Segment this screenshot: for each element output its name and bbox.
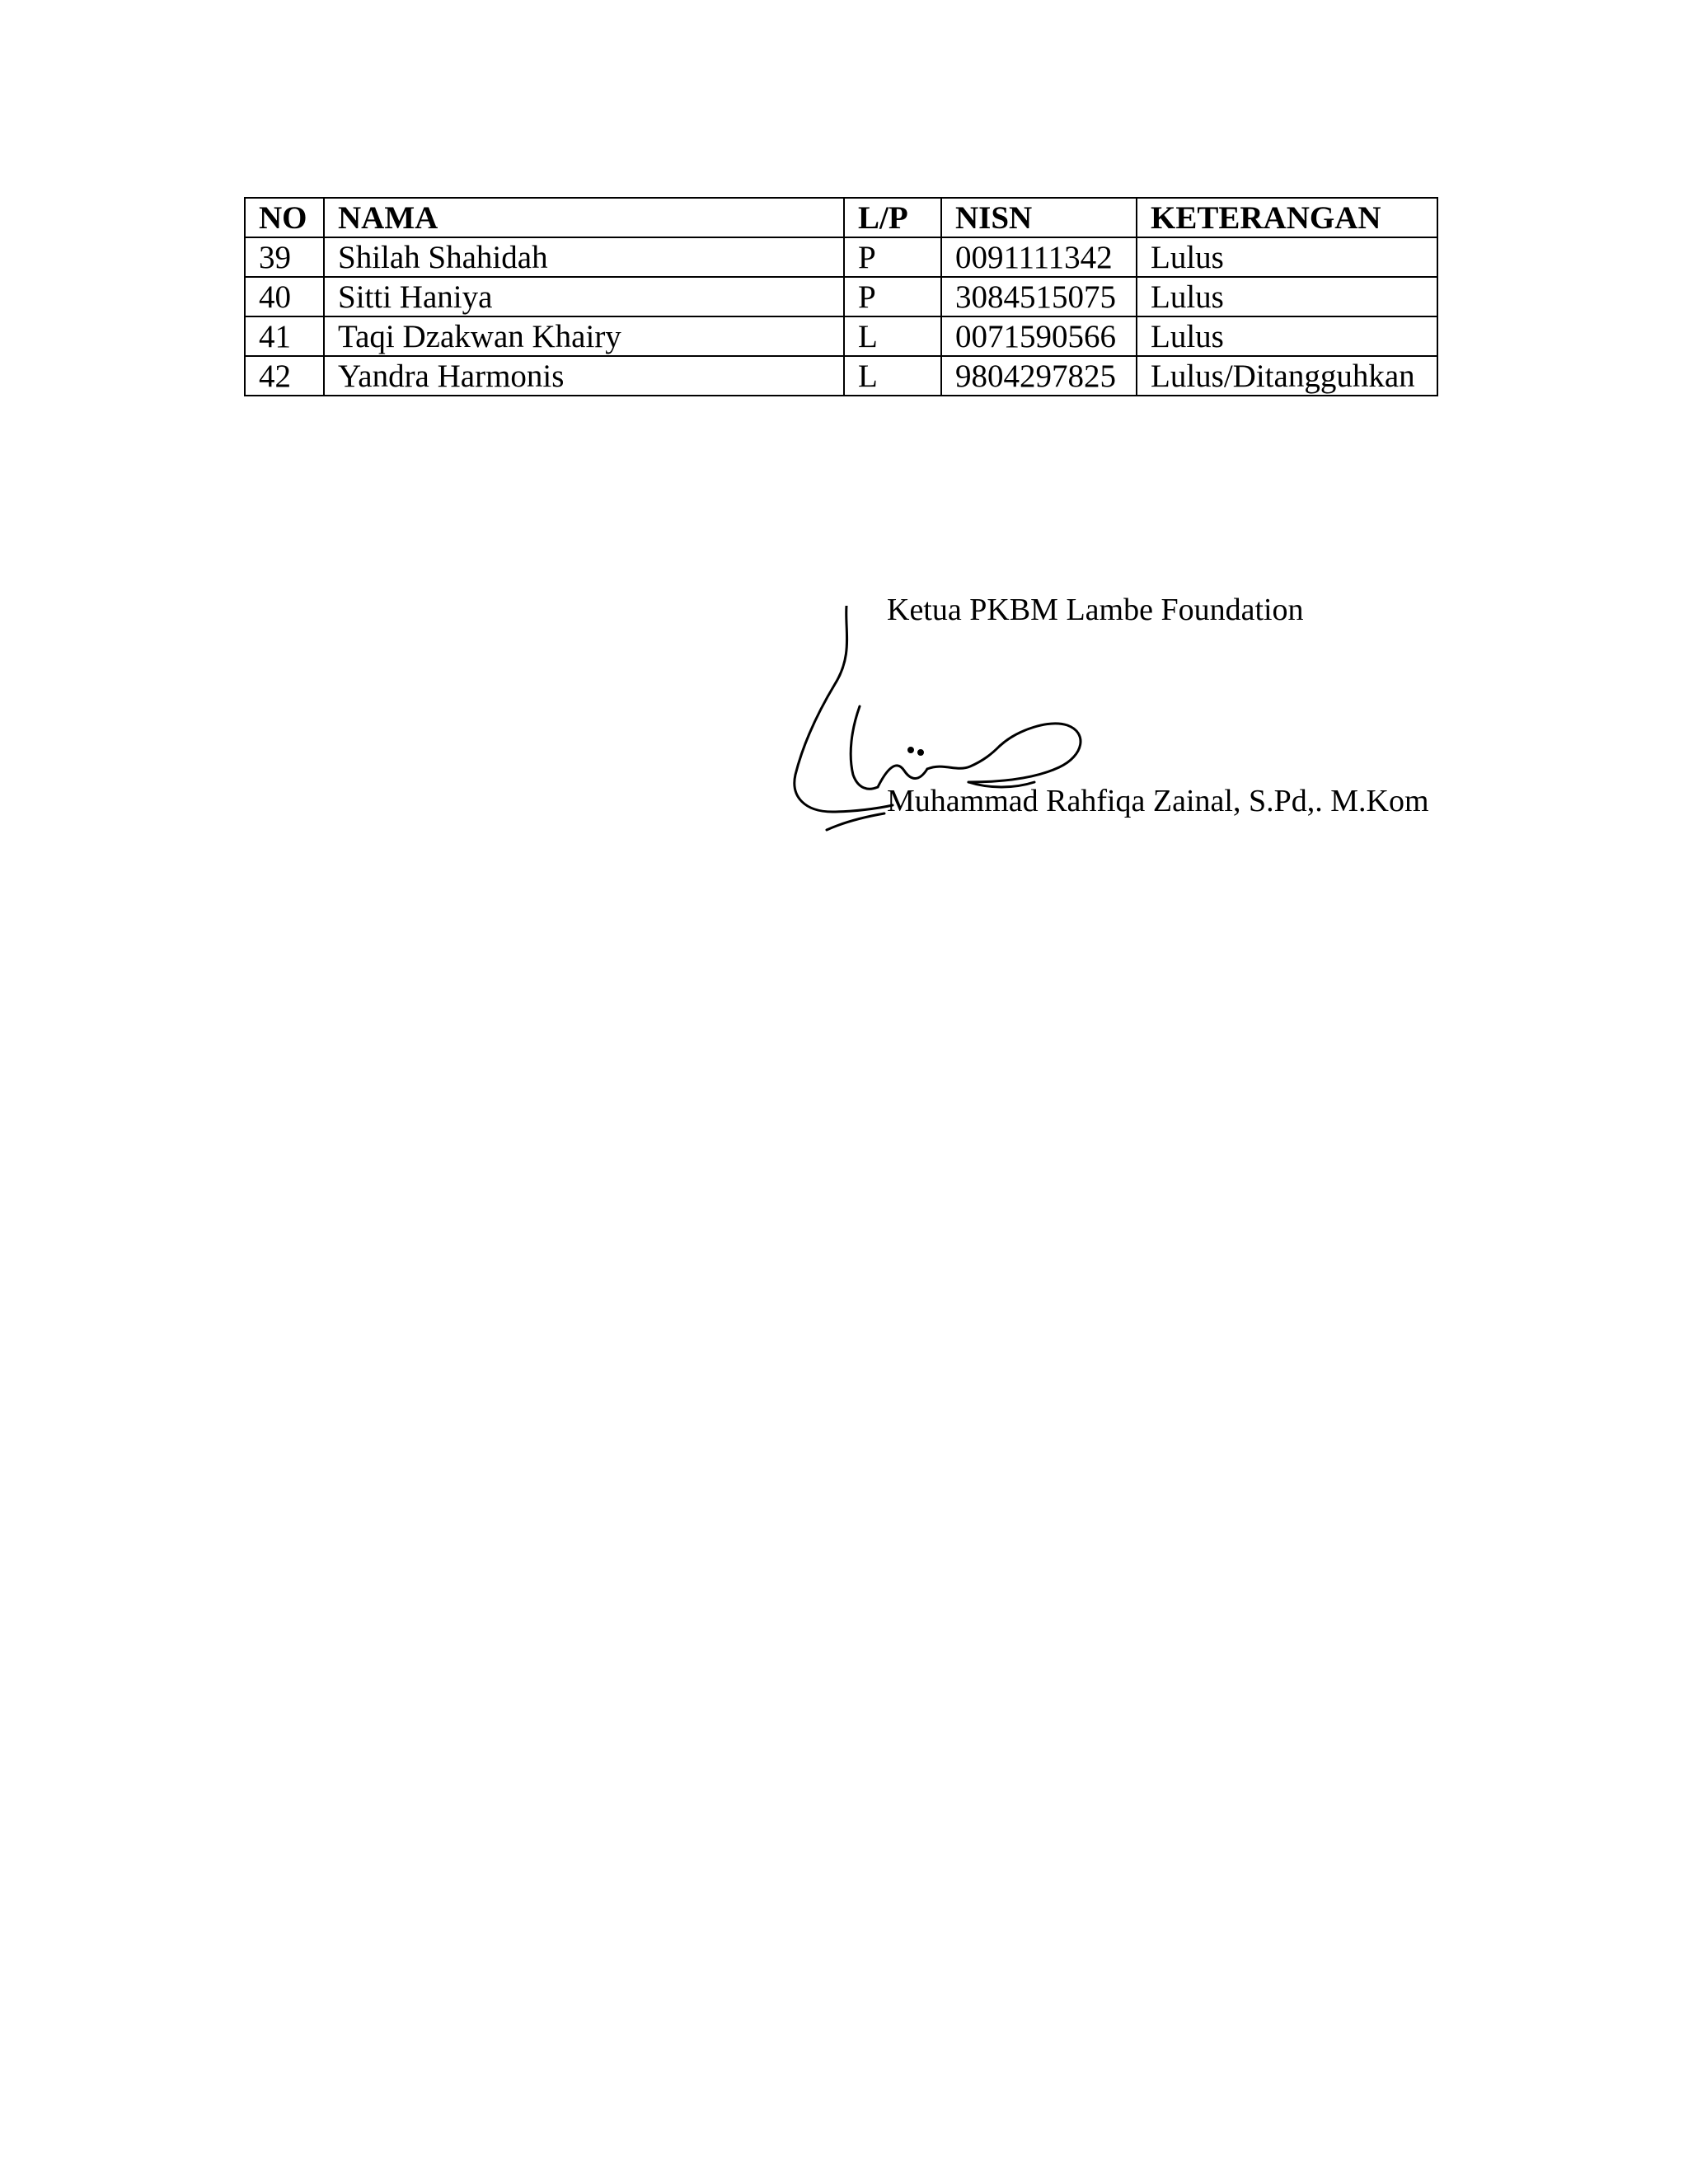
student-graduation-table <box>244 197 1438 396</box>
table-header-row <box>245 198 1437 237</box>
cell-nama: Shilah Shahidah <box>324 237 844 277</box>
header-lp: L/P <box>844 198 941 237</box>
cell-lp: L <box>844 316 941 356</box>
cell-lp: P <box>844 277 941 316</box>
cell-keterangan: Lulus <box>1137 237 1437 277</box>
cell-nama: Yandra Harmonis <box>324 356 844 396</box>
cell-nisn: 3084515075 <box>941 277 1137 316</box>
signatory-title: Ketua PKBM Lambe Foundation <box>887 593 1304 627</box>
header-keterangan: KETERANGAN <box>1137 198 1437 237</box>
table-row <box>245 356 1437 396</box>
cell-lp: L <box>844 356 941 396</box>
cell-nisn: 0071590566 <box>941 316 1137 356</box>
header-no: NO <box>245 198 324 237</box>
cell-no: 41 <box>245 316 324 356</box>
cell-lp: P <box>844 237 941 277</box>
cell-no: 42 <box>245 356 324 396</box>
cell-nisn: 0091111342 <box>941 237 1137 277</box>
cell-keterangan: Lulus <box>1137 277 1437 316</box>
cell-keterangan: Lulus <box>1137 316 1437 356</box>
signatory-name: Muhammad Rahfiqa Zainal, S.Pd,. M.Kom <box>887 784 1429 818</box>
cell-keterangan: Lulus/Ditangguhkan <box>1137 356 1437 396</box>
table-row <box>245 277 1437 316</box>
header-nama: NAMA <box>324 198 844 237</box>
cell-nama: Taqi Dzakwan Khairy <box>324 316 844 356</box>
cell-no: 39 <box>245 237 324 277</box>
header-nisn: NISN <box>941 198 1137 237</box>
table-row <box>245 237 1437 277</box>
table-row <box>245 316 1437 356</box>
cell-nama: Sitti Haniya <box>324 277 844 316</box>
cell-nisn: 9804297825 <box>941 356 1137 396</box>
cell-no: 40 <box>245 277 324 316</box>
